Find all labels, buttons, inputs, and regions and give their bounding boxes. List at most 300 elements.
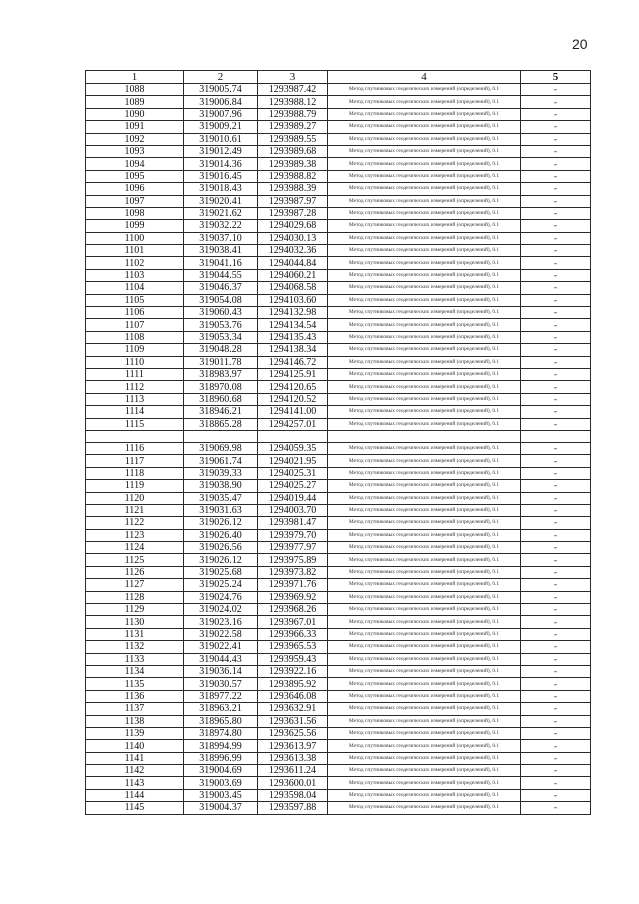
y-coordinate-cell: 1293989.27 (258, 121, 328, 133)
description-cell: - (521, 245, 591, 257)
description-cell: - (521, 579, 591, 591)
description-cell: - (521, 319, 591, 331)
method-cell: Метод спутниковых геодезических измерений (определений), 0.1 (328, 802, 521, 814)
method-cell: Метод спутниковых геодезических измерений (определений), 0.1 (328, 96, 521, 108)
method-cell: Метод спутниковых геодезических измерений (определений), 0.1 (328, 145, 521, 157)
table-row (86, 170, 591, 182)
y-coordinate-cell: 1293922.16 (258, 665, 328, 677)
table-row (86, 257, 591, 269)
description-cell: - (521, 628, 591, 640)
point-number-cell: 1126 (86, 566, 184, 578)
point-number-cell: 1120 (86, 492, 184, 504)
description-cell: - (521, 331, 591, 343)
method-cell: Метод спутниковых геодезических измерений (определений), 0.1 (328, 133, 521, 145)
x-coordinate-cell: 319053.34 (184, 331, 258, 343)
x-coordinate-cell: 319038.41 (184, 245, 258, 257)
method-cell: Метод спутниковых геодезических измерений (определений), 0.1 (328, 517, 521, 529)
table-row (86, 84, 591, 96)
method-cell: Метод спутниковых геодезических измерений (определений), 0.1 (328, 653, 521, 665)
header-col-3: 3 (258, 71, 328, 84)
method-cell: Метод спутниковых геодезических измерений (определений), 0.1 (328, 628, 521, 640)
x-coordinate-cell: 319030.57 (184, 678, 258, 690)
table-row (86, 765, 591, 777)
table-row (86, 145, 591, 157)
method-cell: Метод спутниковых геодезических измерений (определений), 0.1 (328, 108, 521, 120)
method-cell: Метод спутниковых геодезических измерений (определений), 0.1 (328, 765, 521, 777)
point-number-cell: 1089 (86, 96, 184, 108)
table-row (86, 641, 591, 653)
empty-cell (258, 430, 328, 442)
method-cell: Метод спутниковых геодезических измерений (определений), 0.1 (328, 641, 521, 653)
x-coordinate-cell: 319011.78 (184, 356, 258, 368)
x-coordinate-cell: 319003.69 (184, 777, 258, 789)
description-cell: - (521, 96, 591, 108)
description-cell: - (521, 442, 591, 454)
table-row (86, 294, 591, 306)
table-row (86, 220, 591, 232)
table-row (86, 467, 591, 479)
description-cell: - (521, 121, 591, 133)
method-cell: Метод спутниковых геодезических измерений (определений), 0.1 (328, 282, 521, 294)
description-cell: - (521, 715, 591, 727)
method-cell: Метод спутниковых геодезических измерений (определений), 0.1 (328, 690, 521, 702)
method-cell: Метод спутниковых геодезических измерений (определений), 0.1 (328, 170, 521, 182)
table-row (86, 740, 591, 752)
y-coordinate-cell: 1293988.12 (258, 96, 328, 108)
description-cell: - (521, 257, 591, 269)
y-coordinate-cell: 1293989.38 (258, 158, 328, 170)
table-row (86, 579, 591, 591)
y-coordinate-cell: 1293646.08 (258, 690, 328, 702)
x-coordinate-cell: 319025.68 (184, 566, 258, 578)
y-coordinate-cell: 1293977.97 (258, 542, 328, 554)
method-cell: Метод спутниковых геодезических измерений (определений), 0.1 (328, 245, 521, 257)
table-row (86, 628, 591, 640)
point-number-cell: 1119 (86, 480, 184, 492)
method-cell: Метод спутниковых геодезических измерений (определений), 0.1 (328, 195, 521, 207)
description-cell: - (521, 418, 591, 430)
method-cell: Метод спутниковых геодезических измерений (определений), 0.1 (328, 455, 521, 467)
method-cell: Метод спутниковых геодезических измерений (определений), 0.1 (328, 579, 521, 591)
y-coordinate-cell: 1293971.76 (258, 579, 328, 591)
method-cell: Метод спутниковых геодезических измерений (определений), 0.1 (328, 665, 521, 677)
point-number-cell: 1140 (86, 740, 184, 752)
x-coordinate-cell: 319004.37 (184, 802, 258, 814)
table-row (86, 108, 591, 120)
y-coordinate-cell: 1293988.79 (258, 108, 328, 120)
coordinates-table (85, 70, 591, 815)
method-cell: Метод спутниковых геодезических измерений (определений), 0.1 (328, 207, 521, 219)
point-number-cell: 1142 (86, 765, 184, 777)
x-coordinate-cell: 319069.98 (184, 442, 258, 454)
y-coordinate-cell: 1293959.43 (258, 653, 328, 665)
x-coordinate-cell: 319037.10 (184, 232, 258, 244)
description-cell: - (521, 616, 591, 628)
x-coordinate-cell: 319004.69 (184, 765, 258, 777)
description-cell: - (521, 381, 591, 393)
method-cell: Метод спутниковых геодезических измерений (определений), 0.1 (328, 554, 521, 566)
y-coordinate-cell: 1293895.92 (258, 678, 328, 690)
y-coordinate-cell: 1293597.88 (258, 802, 328, 814)
point-number-cell: 1138 (86, 715, 184, 727)
point-number-cell: 1139 (86, 727, 184, 739)
table-row (86, 96, 591, 108)
x-coordinate-cell: 319032.22 (184, 220, 258, 232)
method-cell: Метод спутниковых геодезических измерений (определений), 0.1 (328, 393, 521, 405)
y-coordinate-cell: 1294120.65 (258, 381, 328, 393)
point-number-cell: 1111 (86, 368, 184, 380)
y-coordinate-cell: 1293988.39 (258, 183, 328, 195)
description-cell: - (521, 703, 591, 715)
method-cell: Метод спутниковых геодезических измерений (определений), 0.1 (328, 183, 521, 195)
header-col-4: 4 (328, 71, 521, 84)
method-cell: Метод спутниковых геодезических измерений (определений), 0.1 (328, 232, 521, 244)
description-cell: - (521, 220, 591, 232)
point-number-cell: 1110 (86, 356, 184, 368)
point-number-cell: 1088 (86, 84, 184, 96)
x-coordinate-cell: 318970.08 (184, 381, 258, 393)
y-coordinate-cell: 1293979.70 (258, 529, 328, 541)
x-coordinate-cell: 319005.74 (184, 84, 258, 96)
method-cell: Метод спутниковых геодезических измерений (определений), 0.1 (328, 121, 521, 133)
point-number-cell: 1143 (86, 777, 184, 789)
method-cell: Метод спутниковых геодезических измерений (определений), 0.1 (328, 542, 521, 554)
point-number-cell: 1145 (86, 802, 184, 814)
x-coordinate-cell: 318974.80 (184, 727, 258, 739)
x-coordinate-cell: 318994.99 (184, 740, 258, 752)
x-coordinate-cell: 319006.84 (184, 96, 258, 108)
y-coordinate-cell: 1294103.60 (258, 294, 328, 306)
table-row (86, 591, 591, 603)
table-row (86, 393, 591, 405)
point-number-cell: 1092 (86, 133, 184, 145)
method-cell: Метод спутниковых геодезических измерений (определений), 0.1 (328, 368, 521, 380)
y-coordinate-cell: 1293981.47 (258, 517, 328, 529)
y-coordinate-cell: 1293989.55 (258, 133, 328, 145)
method-cell: Метод спутниковых геодезических измерений (определений), 0.1 (328, 789, 521, 801)
x-coordinate-cell: 318996.99 (184, 752, 258, 764)
description-cell: - (521, 690, 591, 702)
x-coordinate-cell: 319020.41 (184, 195, 258, 207)
table-row (86, 245, 591, 257)
point-number-cell: 1144 (86, 789, 184, 801)
method-cell: Метод спутниковых геодезических измерений (определений), 0.1 (328, 158, 521, 170)
description-cell: - (521, 406, 591, 418)
description-cell: - (521, 307, 591, 319)
x-coordinate-cell: 318865.28 (184, 418, 258, 430)
x-coordinate-cell: 319018.43 (184, 183, 258, 195)
y-coordinate-cell: 1294044.84 (258, 257, 328, 269)
table-row (86, 356, 591, 368)
description-cell: - (521, 517, 591, 529)
y-coordinate-cell: 1294132.98 (258, 307, 328, 319)
description-cell: - (521, 170, 591, 182)
description-cell: - (521, 641, 591, 653)
point-number-cell: 1116 (86, 442, 184, 454)
point-number-cell: 1106 (86, 307, 184, 319)
description-cell: - (521, 133, 591, 145)
y-coordinate-cell: 1293975.89 (258, 554, 328, 566)
point-number-cell: 1124 (86, 542, 184, 554)
y-coordinate-cell: 1293966.33 (258, 628, 328, 640)
table-row (86, 480, 591, 492)
point-number-cell: 1137 (86, 703, 184, 715)
description-cell: - (521, 480, 591, 492)
x-coordinate-cell: 319054.08 (184, 294, 258, 306)
point-number-cell: 1103 (86, 269, 184, 281)
description-cell: - (521, 232, 591, 244)
y-coordinate-cell: 1294257.01 (258, 418, 328, 430)
x-coordinate-cell: 319035.47 (184, 492, 258, 504)
y-coordinate-cell: 1294025.31 (258, 467, 328, 479)
empty-cell (86, 430, 184, 442)
description-cell: - (521, 802, 591, 814)
x-coordinate-cell: 319041.16 (184, 257, 258, 269)
method-cell: Метод спутниковых геодезических измерений (определений), 0.1 (328, 504, 521, 516)
x-coordinate-cell: 319053.76 (184, 319, 258, 331)
description-cell: - (521, 108, 591, 120)
table-row (86, 406, 591, 418)
x-coordinate-cell: 319021.62 (184, 207, 258, 219)
table-row (86, 616, 591, 628)
method-cell: Метод спутниковых геодезических измерений (определений), 0.1 (328, 344, 521, 356)
y-coordinate-cell: 1294019.44 (258, 492, 328, 504)
y-coordinate-cell: 1294060.21 (258, 269, 328, 281)
y-coordinate-cell: 1293631.56 (258, 715, 328, 727)
y-coordinate-cell: 1294135.43 (258, 331, 328, 343)
point-number-cell: 1123 (86, 529, 184, 541)
description-cell: - (521, 566, 591, 578)
method-cell: Метод спутниковых геодезических измерений (определений), 0.1 (328, 84, 521, 96)
table-row (86, 727, 591, 739)
table-row (86, 368, 591, 380)
x-coordinate-cell: 319026.12 (184, 517, 258, 529)
method-cell: Метод спутниковых геодезических измерений (определений), 0.1 (328, 616, 521, 628)
x-coordinate-cell: 319022.58 (184, 628, 258, 640)
description-cell: - (521, 344, 591, 356)
x-coordinate-cell: 319044.55 (184, 269, 258, 281)
y-coordinate-cell: 1293987.42 (258, 84, 328, 96)
table-row (86, 344, 591, 356)
header-col-5: 5 (521, 71, 591, 84)
y-coordinate-cell: 1294120.52 (258, 393, 328, 405)
description-cell: - (521, 665, 591, 677)
point-number-cell: 1135 (86, 678, 184, 690)
point-number-cell: 1102 (86, 257, 184, 269)
table-row (86, 802, 591, 814)
description-cell: - (521, 294, 591, 306)
y-coordinate-cell: 1294021.95 (258, 455, 328, 467)
table-row (86, 492, 591, 504)
method-cell: Метод спутниковых геодезических измерений (определений), 0.1 (328, 492, 521, 504)
description-cell: - (521, 145, 591, 157)
table-header-row (86, 71, 591, 84)
table-row (86, 690, 591, 702)
point-number-cell: 1101 (86, 245, 184, 257)
table-row (86, 789, 591, 801)
point-number-cell: 1136 (86, 690, 184, 702)
x-coordinate-cell: 319046.37 (184, 282, 258, 294)
point-number-cell: 1113 (86, 393, 184, 405)
point-number-cell: 1115 (86, 418, 184, 430)
description-cell: - (521, 183, 591, 195)
x-coordinate-cell: 318965.80 (184, 715, 258, 727)
point-number-cell: 1090 (86, 108, 184, 120)
method-cell: Метод спутниковых геодезических измерений (определений), 0.1 (328, 727, 521, 739)
point-number-cell: 1107 (86, 319, 184, 331)
point-number-cell: 1131 (86, 628, 184, 640)
method-cell: Метод спутниковых геодезических измерений (определений), 0.1 (328, 381, 521, 393)
x-coordinate-cell: 319060.43 (184, 307, 258, 319)
description-cell: - (521, 529, 591, 541)
method-cell: Метод спутниковых геодезических измерений (определений), 0.1 (328, 307, 521, 319)
method-cell: Метод спутниковых геодезических измерений (определений), 0.1 (328, 406, 521, 418)
table-row (86, 777, 591, 789)
x-coordinate-cell: 319012.49 (184, 145, 258, 157)
table-row (86, 269, 591, 281)
description-cell: - (521, 455, 591, 467)
y-coordinate-cell: 1293987.28 (258, 207, 328, 219)
y-coordinate-cell: 1294025.27 (258, 480, 328, 492)
y-coordinate-cell: 1293988.82 (258, 170, 328, 182)
y-coordinate-cell: 1294029.68 (258, 220, 328, 232)
description-cell: - (521, 765, 591, 777)
point-number-cell: 1091 (86, 121, 184, 133)
table-row (86, 232, 591, 244)
method-cell: Метод спутниковых геодезических измерений (определений), 0.1 (328, 319, 521, 331)
table-row (86, 566, 591, 578)
y-coordinate-cell: 1294030.13 (258, 232, 328, 244)
table-row (86, 282, 591, 294)
method-cell: Метод спутниковых геодезических измерений (определений), 0.1 (328, 294, 521, 306)
x-coordinate-cell: 319010.61 (184, 133, 258, 145)
point-number-cell: 1130 (86, 616, 184, 628)
description-cell: - (521, 492, 591, 504)
description-cell: - (521, 554, 591, 566)
y-coordinate-cell: 1293611.24 (258, 765, 328, 777)
page-number: 20 (572, 36, 588, 52)
method-cell: Метод спутниковых геодезических измерений (определений), 0.1 (328, 715, 521, 727)
description-cell: - (521, 269, 591, 281)
x-coordinate-cell: 319038.90 (184, 480, 258, 492)
table-row (86, 418, 591, 430)
y-coordinate-cell: 1293989.68 (258, 145, 328, 157)
description-cell: - (521, 740, 591, 752)
point-number-cell: 1104 (86, 282, 184, 294)
x-coordinate-cell: 319016.45 (184, 170, 258, 182)
y-coordinate-cell: 1293967.01 (258, 616, 328, 628)
point-number-cell: 1118 (86, 467, 184, 479)
point-number-cell: 1133 (86, 653, 184, 665)
description-cell: - (521, 542, 591, 554)
table-row (86, 529, 591, 541)
y-coordinate-cell: 1294141.00 (258, 406, 328, 418)
x-coordinate-cell: 318983.97 (184, 368, 258, 380)
point-number-cell: 1099 (86, 220, 184, 232)
x-coordinate-cell: 319024.76 (184, 591, 258, 603)
x-coordinate-cell: 318963.21 (184, 703, 258, 715)
method-cell: Метод спутниковых геодезических измерений (определений), 0.1 (328, 566, 521, 578)
table-row (86, 133, 591, 145)
point-number-cell: 1125 (86, 554, 184, 566)
method-cell: Метод спутниковых геодезических измерений (определений), 0.1 (328, 529, 521, 541)
point-number-cell: 1134 (86, 665, 184, 677)
description-cell: - (521, 504, 591, 516)
table-row (86, 517, 591, 529)
x-coordinate-cell: 319036.14 (184, 665, 258, 677)
description-cell: - (521, 195, 591, 207)
point-number-cell: 1096 (86, 183, 184, 195)
method-cell: Метод спутниковых геодезических измерений (определений), 0.1 (328, 678, 521, 690)
table-row (86, 504, 591, 516)
y-coordinate-cell: 1293969.92 (258, 591, 328, 603)
point-number-cell: 1141 (86, 752, 184, 764)
description-cell: - (521, 393, 591, 405)
x-coordinate-cell: 319031.63 (184, 504, 258, 516)
method-cell: Метод спутниковых геодезических измерений (определений), 0.1 (328, 467, 521, 479)
x-coordinate-cell: 319048.28 (184, 344, 258, 356)
table-row (86, 319, 591, 331)
table-row (86, 183, 591, 195)
table-row (86, 207, 591, 219)
x-coordinate-cell: 319026.40 (184, 529, 258, 541)
method-cell: Метод спутниковых геодезических измерений (определений), 0.1 (328, 356, 521, 368)
x-coordinate-cell: 319044.43 (184, 653, 258, 665)
point-number-cell: 1108 (86, 331, 184, 343)
y-coordinate-cell: 1294138.34 (258, 344, 328, 356)
description-cell: - (521, 752, 591, 764)
point-number-cell: 1121 (86, 504, 184, 516)
x-coordinate-cell: 319026.12 (184, 554, 258, 566)
table-row (86, 455, 591, 467)
method-cell: Метод спутниковых геодезических измерений (определений), 0.1 (328, 220, 521, 232)
table-row (86, 678, 591, 690)
y-coordinate-cell: 1294068.58 (258, 282, 328, 294)
x-coordinate-cell: 318946.21 (184, 406, 258, 418)
table-row (86, 715, 591, 727)
x-coordinate-cell: 319009.21 (184, 121, 258, 133)
point-number-cell: 1129 (86, 604, 184, 616)
table-row (86, 195, 591, 207)
table-row (86, 331, 591, 343)
x-coordinate-cell: 319039.33 (184, 467, 258, 479)
y-coordinate-cell: 1294059.35 (258, 442, 328, 454)
separator-row (86, 430, 591, 442)
x-coordinate-cell: 319024.02 (184, 604, 258, 616)
table-row (86, 752, 591, 764)
method-cell: Метод спутниковых геодезических измерений (определений), 0.1 (328, 777, 521, 789)
y-coordinate-cell: 1294134.54 (258, 319, 328, 331)
point-number-cell: 1100 (86, 232, 184, 244)
y-coordinate-cell: 1293613.38 (258, 752, 328, 764)
header-col-1: 1 (86, 71, 184, 84)
y-coordinate-cell: 1294003.70 (258, 504, 328, 516)
description-cell: - (521, 678, 591, 690)
y-coordinate-cell: 1294032.36 (258, 245, 328, 257)
method-cell: Метод спутниковых геодезических измерений (определений), 0.1 (328, 740, 521, 752)
x-coordinate-cell: 319023.16 (184, 616, 258, 628)
point-number-cell: 1093 (86, 145, 184, 157)
description-cell: - (521, 777, 591, 789)
y-coordinate-cell: 1294146.72 (258, 356, 328, 368)
point-number-cell: 1098 (86, 207, 184, 219)
y-coordinate-cell: 1293598.04 (258, 789, 328, 801)
description-cell: - (521, 158, 591, 170)
y-coordinate-cell: 1293965.53 (258, 641, 328, 653)
table-row (86, 653, 591, 665)
header-col-2: 2 (184, 71, 258, 84)
point-number-cell: 1112 (86, 381, 184, 393)
